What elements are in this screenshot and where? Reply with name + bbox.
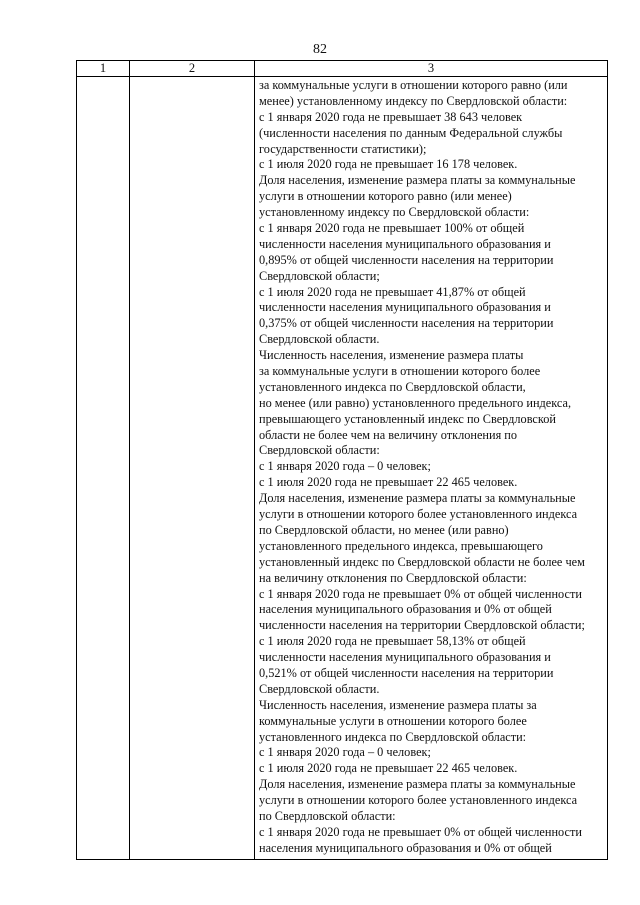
column-header-2: 2	[130, 61, 255, 77]
text-line: 0,895% от общей численности населения на территории	[259, 252, 554, 267]
column-header-1: 1	[77, 61, 130, 77]
text-line: за коммунальные услуги в отношении которого равно (или	[259, 78, 568, 92]
text-line: с 1 января 2020 года не превышает 38 643 человек	[259, 109, 523, 124]
text-line: Свердловской области.	[259, 332, 380, 347]
text-line: на величину отклонения по Свердловской области:	[259, 570, 527, 585]
text-line: установленного индекса по Свердловской области,	[259, 379, 526, 394]
text-line: по Свердловской области:	[259, 808, 396, 823]
text-line: с 1 июля 2020 года не превышает 22 465 человек.	[259, 475, 518, 490]
text-line: превышающего установленный индекс по Свердловской	[259, 411, 556, 426]
text-line: установленного индекса по Свердловской области:	[259, 729, 527, 744]
text-line: с 1 января 2020 года – 0 человек;	[259, 745, 431, 760]
text-line: численности населения муниципального образования и	[259, 236, 551, 251]
text-line: населения муниципального образования и 0% от общей	[259, 602, 552, 617]
text-line: с 1 января 2020 года не превышает 0% от общей численности	[259, 586, 582, 601]
table-row	[77, 77, 608, 860]
text-line: с 1 января 2020 года не превышает 0% от общей численности	[259, 824, 582, 839]
text-line: Свердловской области;	[259, 268, 380, 283]
text-line: Доля населения, изменение размера платы за коммунальные	[259, 491, 576, 506]
column-1-cell	[77, 77, 130, 860]
column-2-cell	[130, 77, 255, 860]
text-line: услуги в отношении которого равно (или менее)	[259, 189, 512, 204]
column-3-text-cell	[255, 77, 608, 860]
text-line: государственности статистики);	[259, 141, 427, 156]
text-line: услуги в отношении которого более установленного индекса	[259, 793, 578, 808]
text-line: установленный индекс по Свердловской области не более чем	[259, 554, 585, 569]
page-number: 82	[313, 42, 327, 57]
text-line: (численности населения по данным Федеральной службы	[259, 125, 563, 140]
text-line: Свердловской области:	[259, 443, 380, 458]
text-line: численности населения муниципального образования и	[259, 300, 551, 315]
table-header-row	[77, 61, 608, 77]
column-header-3: 3	[255, 61, 608, 77]
text-line: населения муниципального образования и 0% от общей	[259, 840, 552, 855]
text-line: области не более чем на величину отклонения по	[259, 427, 518, 442]
text-line: установленному индексу по Свердловской области:	[259, 205, 530, 220]
text-line: с 1 января 2020 года не превышает 100% от общей	[259, 221, 525, 236]
text-line: Доля населения, изменение размера платы за коммунальные	[259, 777, 576, 792]
text-line: 0,375% от общей численности населения на территории	[259, 316, 554, 331]
text-line: Численность населения, изменение размера платы	[259, 348, 524, 363]
text-line: 0,521% от общей численности населения на территории	[259, 665, 554, 680]
text-line: за коммунальные услуги в отношении которого более	[259, 364, 541, 379]
text-line: коммунальные услуги в отношении которого более	[259, 713, 527, 728]
document-table	[76, 60, 608, 860]
column-3-lines	[259, 78, 605, 857]
text-line: услуги в отношении которого более установленного индекса	[259, 507, 578, 522]
text-line: численности населения муниципального образования и	[259, 650, 551, 665]
text-line: с 1 июля 2020 года не превышает 22 465 человек.	[259, 761, 518, 776]
text-line: Численность населения, изменение размера платы за	[259, 697, 537, 712]
text-line: с 1 января 2020 года – 0 человек;	[259, 459, 431, 474]
text-line: с 1 июля 2020 года не превышает 58,13% от общей	[259, 634, 526, 649]
text-line: по Свердловской области, но менее (или равно)	[259, 522, 509, 537]
text-line: численности населения на территории Свердловской области;	[259, 618, 585, 633]
text-line: Свердловской области.	[259, 681, 380, 696]
text-line: менее) установленному индексу по Свердловской области:	[259, 93, 568, 108]
text-line: установленного предельного индекса, превышающего	[259, 538, 543, 553]
text-line: с 1 июля 2020 года не превышает 16 178 человек.	[259, 157, 518, 172]
text-line: но менее (или равно) установленного предельного индекса,	[259, 395, 572, 410]
text-line: с 1 июля 2020 года не превышает 41,87% от общей	[259, 284, 526, 299]
text-line: Доля населения, изменение размера платы за коммунальные	[259, 173, 576, 188]
